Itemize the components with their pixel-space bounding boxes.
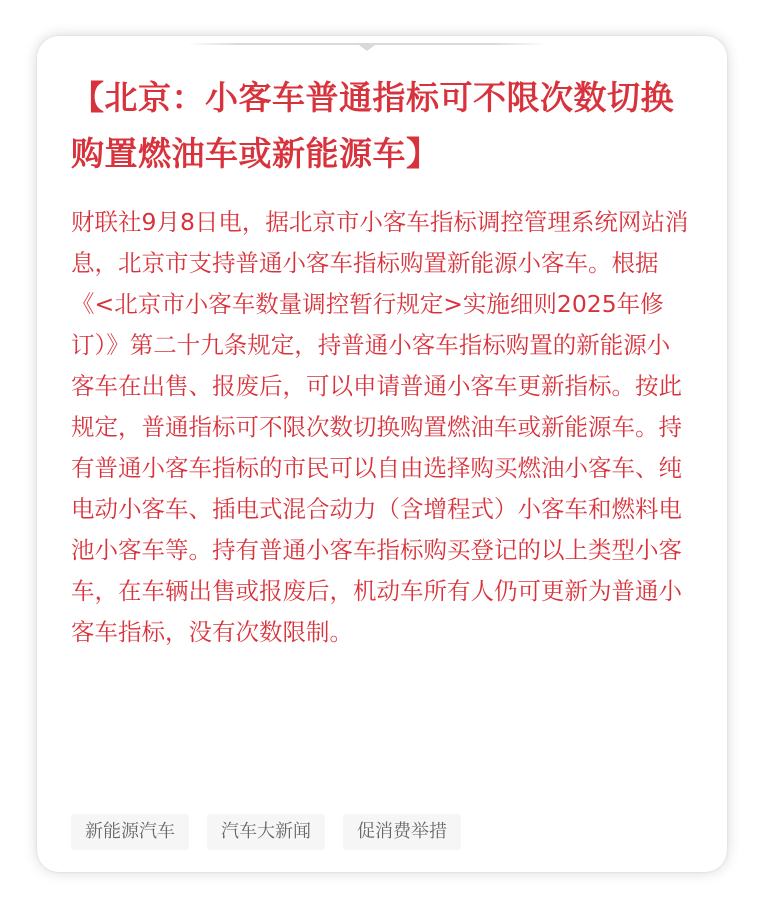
news-card [37, 36, 727, 872]
pointer-notch-icon [359, 45, 375, 51]
article-title: 【北京：小客车普通指标可不限次数切换购置燃油车或新能源车】 [71, 78, 674, 173]
tag-consumption-measures[interactable]: 促消费举措 [343, 814, 461, 850]
article-body: 财联社9月8日电，据北京市小客车指标调控管理系统网站消息，北京市支持普通小客车指标购置新能源小客车。根据《<北京市小客车数量调控暂行规定>实施细则2025年修订）》第二十九条规定，持普通小客车指标购置的新能源小客车在出售、报废后，可以申请普通小客车更新指标。按此规定，普通指标可不限次数切换购置燃油车或新能源车。持有普通小客车指标的市民可以自由选择购买燃油小客车、纯电动小客车、插电式混合动力（含增程式）小客车和燃料电池小客车等。持有普通小客车指标购买登记的以上类型小客车，在车辆出售或报废后，机动车所有人仍可更新为普通小客车指标，没有次数限制。 [71, 208, 689, 646]
tag-list [71, 814, 461, 850]
tag-auto-news[interactable]: 汽车大新闻 [207, 814, 325, 850]
tag-new-energy-vehicles[interactable]: 新能源汽车 [71, 814, 189, 850]
